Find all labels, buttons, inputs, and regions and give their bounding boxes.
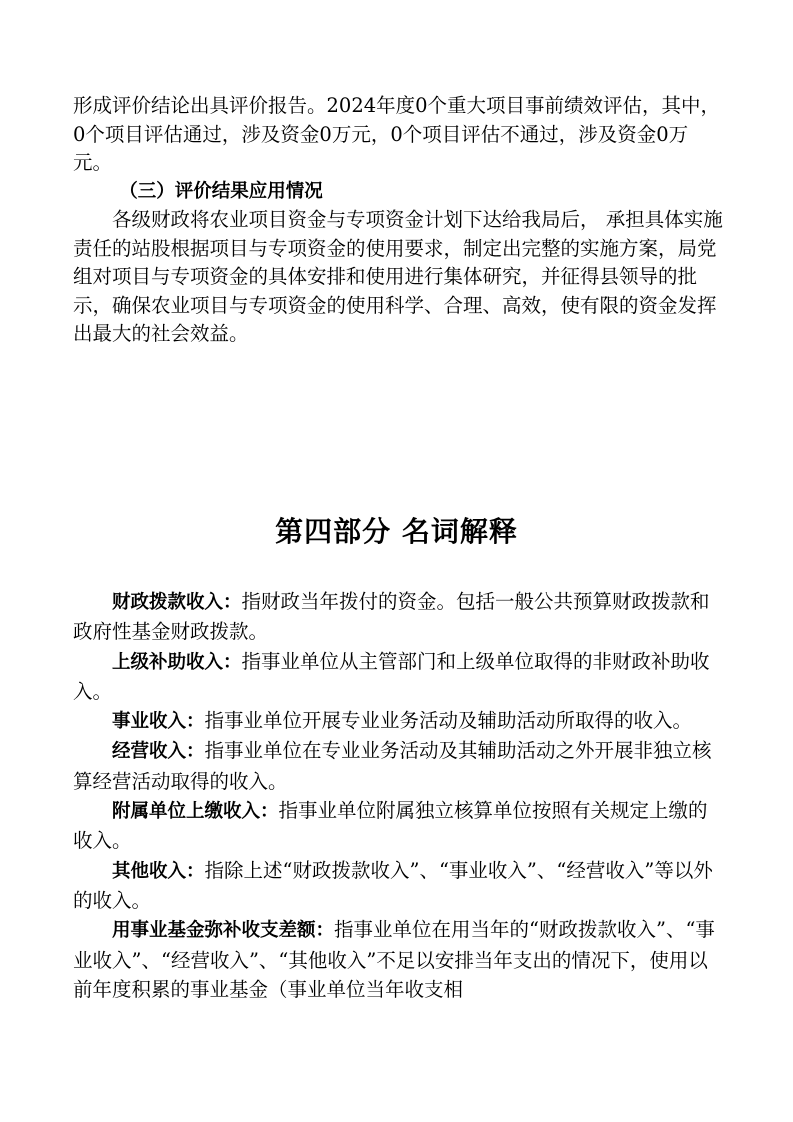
definition-item <box>73 706 725 736</box>
definition-text: 指事业单位开展专业业务活动及辅助活动所取得的收入。 <box>204 709 693 733</box>
definition-item <box>73 587 725 647</box>
definition-term: 经营收入： <box>112 741 205 763</box>
definition-text: 指财政当年拨付的资金。包括一般公共预算财政拨款和政府性基金财政拨款。 <box>73 590 710 644</box>
definition-text: 指除上述“财政拨款收入”、“事业收入”、“经营收入”等以外的收入。 <box>73 858 713 912</box>
evaluation-conclusion-paragraph: 形成评价结论出具评价报告。2024年度0个重大项目事前绩效评估，其中，0个项目评估通过，涉及资金0万元，0个项目评估不通过，涉及资金0万元。 <box>73 94 721 174</box>
glossary-definitions <box>73 587 725 1004</box>
definition-term: 用事业基金弥补收支差额： <box>112 920 335 942</box>
definition-text: 指事业单位在专业业务活动及其辅助活动之外开展非独立核算经营活动取得的收入。 <box>73 739 712 793</box>
definition-item <box>73 647 725 707</box>
part-four-title: 第四部分 名词解释 <box>275 515 518 548</box>
section-end-block <box>73 92 725 349</box>
definition-term: 其他收入： <box>112 860 205 882</box>
definition-item <box>73 796 725 856</box>
definition-text: 指事业单位附属独立核算单位按照有关规定上缴的收入。 <box>73 799 708 853</box>
definition-text: 指事业单位在用当年的“财政拨款收入”、“事业收入”、“经营收入”、“其他收入”不足以安排当年支出的情况下，使用以前年度积累的事业基金（事业单位当年收支相 <box>73 918 715 1001</box>
definition-term: 财政拨款收入： <box>112 592 242 613</box>
definition-item <box>73 856 725 916</box>
definition-term: 事业收入： <box>112 711 205 733</box>
definition-term: 附属单位上缴收入： <box>112 801 279 823</box>
evaluation-results-subheading: （三）评价结果应用情况 <box>119 180 323 202</box>
definition-item <box>73 736 725 796</box>
definition-text: 指事业单位从主管部门和上级单位取得的非财政补助收入。 <box>73 649 710 703</box>
definition-item <box>73 915 725 1004</box>
evaluation-results-paragraph: 各级财政将农业项目资金与专项资金计划下达给我局后， 承担具体实施责任的站股根据项目与专项资金的使用要求，制定出完整的实施方案，局党组对项目与专项资金的具体安排和使用进行集体研究，并征得县领导的批示，确保农业项目与专项资金的使用科学、合理、高效，使有限的资金发挥出最大的社会效益。 <box>73 208 723 345</box>
definition-term: 上级补助收入： <box>112 651 242 673</box>
